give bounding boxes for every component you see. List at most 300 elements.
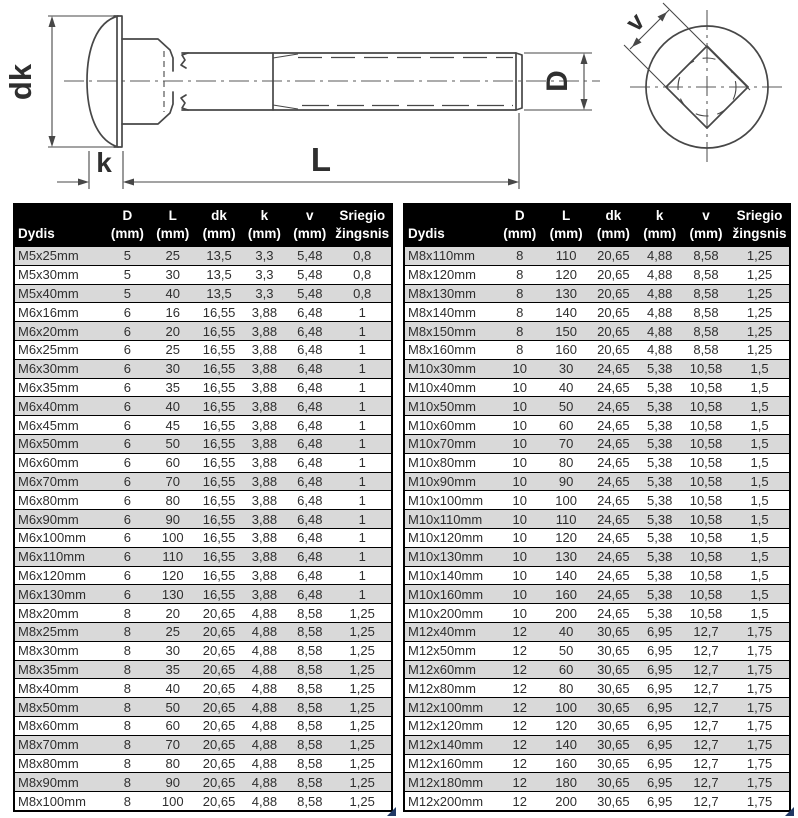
dimension-cell: 10: [497, 453, 543, 472]
dimension-cell: 6,95: [638, 679, 682, 698]
dimension-cell: 1,25: [333, 604, 392, 623]
dimension-cell: 1,75: [730, 641, 790, 660]
dimension-cell: 1,25: [333, 716, 392, 735]
dimension-cell: 200: [543, 604, 589, 623]
dimension-cell: 6,48: [286, 585, 333, 604]
dimension-cell: 6: [105, 416, 150, 435]
dimension-cell: 12: [497, 679, 543, 698]
dimension-cell: 12,7: [682, 773, 730, 792]
dimension-cell: 1: [333, 359, 392, 378]
dimension-cell: 24,65: [589, 585, 637, 604]
table-row: [14, 322, 392, 341]
dimension-cell: 100: [150, 528, 195, 547]
dimension-cell: 20,65: [195, 735, 242, 754]
table-row: [404, 604, 790, 623]
table-row: [14, 453, 392, 472]
size-cell: M8x130mm: [404, 284, 497, 303]
dimension-cell: 10,58: [682, 472, 730, 491]
dimension-cell: 6,48: [286, 378, 333, 397]
size-cell: M10x140mm: [404, 566, 497, 585]
dimension-cell: 16,55: [195, 359, 242, 378]
dimension-cell: 10,58: [682, 453, 730, 472]
dimension-cell: 6,48: [286, 453, 333, 472]
table-row: [14, 491, 392, 510]
dimension-cell: 1,25: [730, 322, 790, 341]
dimension-cell: 50: [543, 641, 589, 660]
size-cell: M8x150mm: [404, 322, 497, 341]
dimension-cell: 1: [333, 491, 392, 510]
dimension-cell: 16,55: [195, 453, 242, 472]
dimension-cell: 60: [543, 660, 589, 679]
dimension-cell: 30,65: [589, 698, 637, 717]
size-cell: M10x50mm: [404, 397, 497, 416]
dimension-cell: 3,88: [243, 359, 286, 378]
dk-arrow-up: [49, 16, 56, 27]
dimension-cell: 1: [333, 453, 392, 472]
dimension-cell: 8: [105, 735, 150, 754]
table-row: [404, 472, 790, 491]
size-cell: M5x30mm: [14, 265, 105, 284]
dimension-cell: 16,55: [195, 566, 242, 585]
col-header-D: D (mm): [497, 204, 543, 247]
dimension-cell: 6,48: [286, 434, 333, 453]
dimension-cell: 12: [497, 792, 543, 811]
dimension-cell: 6: [105, 472, 150, 491]
dimension-cell: 12: [497, 754, 543, 773]
dimension-cell: 60: [150, 453, 195, 472]
dimension-cell: 6,95: [638, 735, 682, 754]
dimension-cell: 10,58: [682, 604, 730, 623]
dimension-cell: 16,55: [195, 528, 242, 547]
size-cell: M12x50mm: [404, 641, 497, 660]
size-cell: M10x80mm: [404, 453, 497, 472]
dimension-cell: 3,88: [243, 416, 286, 435]
dimension-cell: 10,58: [682, 547, 730, 566]
dimension-cell: 8,58: [286, 660, 333, 679]
dimension-cell: 40: [150, 397, 195, 416]
table-row: [14, 698, 392, 717]
table-row: [14, 547, 392, 566]
dimension-cell: 100: [543, 698, 589, 717]
dimension-cell: 0,8: [333, 265, 392, 284]
table-row: [14, 792, 392, 811]
size-cell: M12x140mm: [404, 735, 497, 754]
dimension-cell: 1,75: [730, 735, 790, 754]
dimension-cell: 1: [333, 416, 392, 435]
dimension-cell: 5,38: [638, 604, 682, 623]
dimension-cell: 16,55: [195, 322, 242, 341]
dimension-cell: 180: [543, 773, 589, 792]
dimension-cell: 3,3: [243, 247, 286, 266]
dimension-cell: 6: [105, 434, 150, 453]
dimension-cell: 16: [150, 303, 195, 322]
table-row: [404, 378, 790, 397]
dimension-cell: 6,48: [286, 303, 333, 322]
table-row: [14, 528, 392, 547]
size-cell: M8x25mm: [14, 622, 105, 641]
dimension-cell: 150: [543, 322, 589, 341]
dimension-cell: 10: [497, 378, 543, 397]
dimension-cell: 10: [497, 434, 543, 453]
dimension-cell: 8,58: [286, 698, 333, 717]
table-row: [14, 472, 392, 491]
dimension-cell: 1,5: [730, 491, 790, 510]
size-cell: M5x40mm: [14, 284, 105, 303]
dimension-cell: 6,48: [286, 472, 333, 491]
dimension-cell: 3,88: [243, 378, 286, 397]
dimension-cell: 3,3: [243, 265, 286, 284]
table-row: [404, 547, 790, 566]
dimension-cell: 1,5: [730, 434, 790, 453]
dimension-cell: 8,58: [286, 622, 333, 641]
dimension-cell: 5,38: [638, 397, 682, 416]
dimension-cell: 50: [150, 698, 195, 717]
col-header-D: D (mm): [105, 204, 150, 247]
dimension-cell: 8,58: [286, 641, 333, 660]
dimension-cell: 3,88: [243, 566, 286, 585]
dimension-cell: 30: [150, 641, 195, 660]
table-row: [404, 716, 790, 735]
dimension-cell: 8: [105, 604, 150, 623]
dimension-cell: 40: [150, 284, 195, 303]
dimension-cell: 1,5: [730, 585, 790, 604]
bolt-technical-drawing: [0, 0, 798, 200]
size-cell: M10x160mm: [404, 585, 497, 604]
dimension-cell: 24,65: [589, 528, 637, 547]
col-header-sriegio-zingsnis: Sriegio žingsnis: [333, 204, 392, 247]
dimension-cell: 8,58: [682, 284, 730, 303]
dimension-cell: 16,55: [195, 510, 242, 529]
dimension-cell: 20,65: [195, 641, 242, 660]
dimension-cell: 6,48: [286, 547, 333, 566]
dimension-cell: 16,55: [195, 434, 242, 453]
dimension-cell: 5,38: [638, 510, 682, 529]
size-cell: M8x80mm: [14, 754, 105, 773]
table-row: [404, 641, 790, 660]
dimension-cell: 4,88: [243, 792, 286, 811]
col-header-dydis: Dydis: [14, 204, 105, 247]
size-cell: M12x40mm: [404, 622, 497, 641]
dimension-cell: 5,38: [638, 434, 682, 453]
dimension-cell: 24,65: [589, 491, 637, 510]
v-label: v: [620, 7, 651, 38]
dimension-cell: 8,58: [682, 340, 730, 359]
dimension-cell: 30: [150, 265, 195, 284]
dimension-cell: 16,55: [195, 585, 242, 604]
dimension-cell: 10: [497, 397, 543, 416]
dimension-cell: 140: [543, 566, 589, 585]
size-cell: M10x40mm: [404, 378, 497, 397]
dimension-cell: 6,48: [286, 340, 333, 359]
table-row: [404, 340, 790, 359]
dimension-cell: 20,65: [589, 265, 637, 284]
size-cell: M6x35mm: [14, 378, 105, 397]
dimension-cell: 20,65: [589, 284, 637, 303]
dimension-cell: 5,38: [638, 359, 682, 378]
dimension-cell: 5,38: [638, 472, 682, 491]
table-row: [404, 698, 790, 717]
table-row: [404, 510, 790, 529]
dimension-cell: 1,5: [730, 547, 790, 566]
dimension-cell: 1,25: [333, 641, 392, 660]
dimension-cell: 90: [543, 472, 589, 491]
dimension-cell: 10,58: [682, 397, 730, 416]
dimension-cell: 6: [105, 491, 150, 510]
dimension-cell: 6,95: [638, 698, 682, 717]
dimension-cell: 80: [150, 491, 195, 510]
dimension-cell: 120: [543, 716, 589, 735]
dimension-cell: 12,7: [682, 792, 730, 811]
col-header-k: k (mm): [638, 204, 682, 247]
dimension-cell: 1,25: [333, 792, 392, 811]
dimension-cell: 12: [497, 641, 543, 660]
dimension-cell: 1,25: [730, 265, 790, 284]
dimension-cell: 110: [150, 547, 195, 566]
table-row: [404, 660, 790, 679]
dimension-cell: 0,8: [333, 284, 392, 303]
size-cell: M8x20mm: [14, 604, 105, 623]
dimension-cell: 12: [497, 716, 543, 735]
dimension-cell: 30,65: [589, 641, 637, 660]
dimension-cell: 5: [105, 284, 150, 303]
dimension-cell: 8: [105, 716, 150, 735]
table-row: [404, 528, 790, 547]
dimension-cell: 1,25: [333, 622, 392, 641]
col-header-L: L (mm): [543, 204, 589, 247]
dimension-cell: 3,88: [243, 340, 286, 359]
dimension-cell: 20,65: [589, 303, 637, 322]
dimension-cell: 6: [105, 359, 150, 378]
table-row: [14, 247, 392, 266]
table-row: [14, 622, 392, 641]
dimension-cell: 4,88: [243, 641, 286, 660]
dimension-cell: 5,38: [638, 453, 682, 472]
dimension-cell: 13,5: [195, 247, 242, 266]
dimension-cell: 20,65: [195, 679, 242, 698]
size-cell: M6x30mm: [14, 359, 105, 378]
dimension-cell: 6,48: [286, 322, 333, 341]
dimension-cell: 35: [150, 378, 195, 397]
dimension-cell: 13,5: [195, 284, 242, 303]
dimension-cell: 10,58: [682, 566, 730, 585]
dimension-cell: 30,65: [589, 792, 637, 811]
dimension-cell: 8: [497, 265, 543, 284]
dimension-cell: 6,48: [286, 397, 333, 416]
dimension-cell: 1,5: [730, 566, 790, 585]
dimension-cell: 1,5: [730, 397, 790, 416]
fill-handle-marker: [387, 807, 396, 816]
dimension-cell: 1,75: [730, 679, 790, 698]
dimension-cell: 1: [333, 547, 392, 566]
size-cell: M6x60mm: [14, 453, 105, 472]
dimension-cell: 3,88: [243, 547, 286, 566]
dimension-cell: 1: [333, 397, 392, 416]
dimension-cell: 5,38: [638, 491, 682, 510]
dimension-cell: 30,65: [589, 716, 637, 735]
dimension-cell: 8,58: [682, 322, 730, 341]
dimension-cell: 8,58: [682, 247, 730, 266]
dimension-cell: 70: [150, 735, 195, 754]
dimension-cell: 3,88: [243, 585, 286, 604]
dimension-cell: 16,55: [195, 491, 242, 510]
L-label: L: [310, 141, 332, 178]
dimension-cell: 1,5: [730, 604, 790, 623]
size-cell: M8x50mm: [14, 698, 105, 717]
dimension-cell: 1: [333, 322, 392, 341]
dimension-cell: 1: [333, 528, 392, 547]
table-row: [14, 303, 392, 322]
bolt-side-view: [3, 16, 600, 189]
size-cell: M12x180mm: [404, 773, 497, 792]
dimension-cell: 20,65: [195, 604, 242, 623]
dimension-cell: 8: [105, 679, 150, 698]
dimension-cell: 6: [105, 585, 150, 604]
dimension-cell: 140: [543, 735, 589, 754]
dimension-cell: 16,55: [195, 397, 242, 416]
size-cell: M12x100mm: [404, 698, 497, 717]
dimension-cell: 160: [543, 754, 589, 773]
table-row: [14, 510, 392, 529]
size-cell: M10x70mm: [404, 434, 497, 453]
dimension-cell: 1: [333, 303, 392, 322]
dimension-cell: 1,75: [730, 716, 790, 735]
dimension-cell: 130: [543, 284, 589, 303]
dimension-cell: 6: [105, 566, 150, 585]
table-row: [14, 716, 392, 735]
table-row: [14, 416, 392, 435]
table-row: [404, 359, 790, 378]
size-cell: M5x25mm: [14, 247, 105, 266]
dimension-cell: 90: [150, 773, 195, 792]
dimension-cell: 20,65: [195, 754, 242, 773]
dimension-cell: 6,95: [638, 754, 682, 773]
dimension-cell: 12,7: [682, 716, 730, 735]
col-header-dk: dk (mm): [195, 204, 242, 247]
dimension-cell: 200: [543, 792, 589, 811]
dimension-cell: 10: [497, 566, 543, 585]
k-label: k: [96, 147, 112, 178]
dimension-cell: 100: [543, 491, 589, 510]
dimension-cell: 12: [497, 622, 543, 641]
table-row: [404, 735, 790, 754]
table-row: [404, 416, 790, 435]
dimension-cell: 12,7: [682, 698, 730, 717]
dimension-cell: 10,58: [682, 491, 730, 510]
dimension-cell: 6,48: [286, 528, 333, 547]
dimension-cell: 24,65: [589, 378, 637, 397]
table-row: [404, 622, 790, 641]
dimension-cell: 10: [497, 472, 543, 491]
dimension-cell: 5,38: [638, 566, 682, 585]
dimension-cell: 20,65: [195, 716, 242, 735]
size-cell: M8x70mm: [14, 735, 105, 754]
table-row: [404, 792, 790, 811]
D-arrow-down: [581, 99, 588, 110]
dimension-cell: 1,5: [730, 416, 790, 435]
size-cell: M10x100mm: [404, 491, 497, 510]
dimension-cell: 8: [497, 303, 543, 322]
dimension-cell: 1,25: [333, 773, 392, 792]
dimension-cell: 6: [105, 547, 150, 566]
dimension-cell: 4,88: [638, 303, 682, 322]
dimension-cell: 90: [150, 510, 195, 529]
dimension-cell: 6,95: [638, 792, 682, 811]
dimension-cell: 1,25: [333, 660, 392, 679]
dimension-cell: 24,65: [589, 566, 637, 585]
size-cell: M10x30mm: [404, 359, 497, 378]
dimension-cell: 30,65: [589, 754, 637, 773]
table-row: [14, 754, 392, 773]
dimension-cell: 10: [497, 491, 543, 510]
dimension-cell: 16,55: [195, 472, 242, 491]
dimension-cell: 30: [543, 359, 589, 378]
size-cell: M8x110mm: [404, 247, 497, 266]
dimension-cell: 1,5: [730, 528, 790, 547]
dimension-cell: 1,5: [730, 453, 790, 472]
dimension-cell: 30,65: [589, 660, 637, 679]
fill-handle-marker: [785, 807, 794, 816]
L-arrow-left: [123, 179, 134, 186]
table-row: [404, 754, 790, 773]
dimension-cell: 1,25: [730, 303, 790, 322]
dimension-cell: 50: [150, 434, 195, 453]
dimension-cell: 40: [543, 378, 589, 397]
dimension-cell: 6: [105, 453, 150, 472]
dimension-cell: 25: [150, 247, 195, 266]
dimension-cell: 4,88: [243, 773, 286, 792]
dimension-cell: 8,58: [682, 303, 730, 322]
size-cell: M12x160mm: [404, 754, 497, 773]
size-cell: M10x130mm: [404, 547, 497, 566]
dimension-cell: 24,65: [589, 434, 637, 453]
dimension-cell: 13,5: [195, 265, 242, 284]
dimension-cell: 24,65: [589, 453, 637, 472]
table-row: [404, 453, 790, 472]
size-cell: M6x120mm: [14, 566, 105, 585]
dimension-cell: 1: [333, 510, 392, 529]
table-row: [14, 284, 392, 303]
table-row: [14, 585, 392, 604]
table-row: [404, 679, 790, 698]
dimension-cell: 1: [333, 340, 392, 359]
col-header-v: v (mm): [286, 204, 333, 247]
dimension-cell: 60: [543, 416, 589, 435]
dimension-cell: 5,38: [638, 547, 682, 566]
dimension-cell: 20,65: [195, 792, 242, 811]
dimension-cell: 3,3: [243, 284, 286, 303]
dimension-cell: 4,88: [243, 716, 286, 735]
dimension-cell: 8: [105, 698, 150, 717]
L-arrow-right: [508, 179, 519, 186]
dimension-cell: 1,75: [730, 622, 790, 641]
size-cell: M8x35mm: [14, 660, 105, 679]
dimension-cell: 20,65: [589, 340, 637, 359]
dimension-table: [13, 203, 393, 812]
dimension-cell: 6: [105, 510, 150, 529]
dimension-cell: 10: [497, 528, 543, 547]
dimension-cell: 3,88: [243, 397, 286, 416]
dimension-cell: 1,5: [730, 359, 790, 378]
col-header-sriegio-zingsnis: Sriegio žingsnis: [730, 204, 790, 247]
col-header-L: L (mm): [150, 204, 195, 247]
size-cell: M12x200mm: [404, 792, 497, 811]
dimension-cell: 30: [150, 359, 195, 378]
dimension-cell: 24,65: [589, 397, 637, 416]
dimension-cell: 60: [150, 716, 195, 735]
dimension-cell: 8: [105, 754, 150, 773]
dimension-cell: 12,7: [682, 660, 730, 679]
col-header-k: k (mm): [243, 204, 286, 247]
